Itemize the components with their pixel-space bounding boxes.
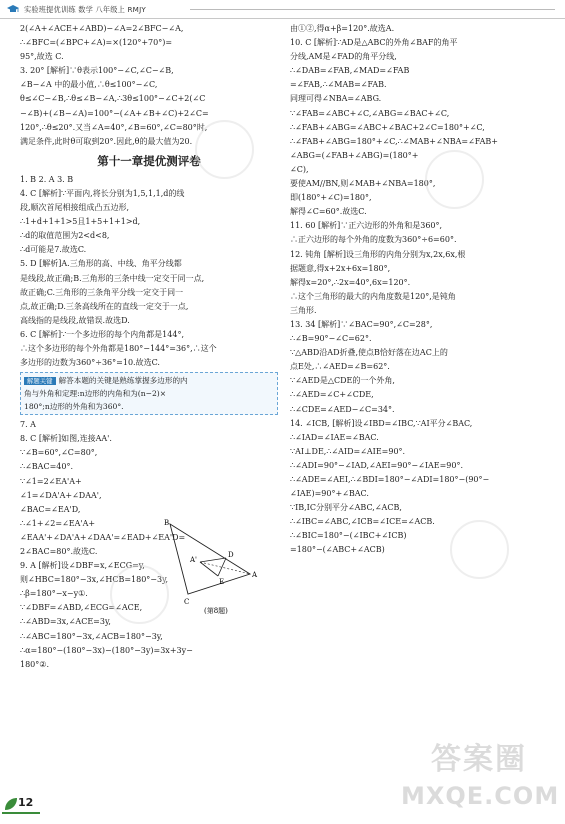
text-line: 11. 60 [解析]∵正六边形的外角和是360°,	[290, 221, 443, 231]
text-line: 6. C [解析]∵一个多边形的每个内角都是144°,	[20, 329, 184, 339]
text-line: ∴∠ABD=3x,∠ACE=3y,	[20, 617, 111, 627]
text-line: 2(∠A+∠ACE+∠ABD)−∠A=2∠BFC−∠A,	[20, 24, 184, 33]
text-line: ∴∠FAB+∠ABG=180°+∠C,∴∠MAB+∠NBA=∠FAB+	[290, 136, 498, 146]
label-a-prime: A'	[190, 556, 197, 564]
text-line: ∴α=180°−(180°−3x)−(180°−3y)=3x+3y−	[20, 645, 193, 655]
text-line: =180°−(∠ABC+∠ACB)	[290, 545, 385, 555]
section-title: 第十一章提优测评卷	[97, 153, 201, 168]
faded-stamp-decoration	[425, 150, 484, 209]
text-line: ∴∠ADE=∠AEI,∴∠BDI=180°−∠ADI=180°−(90°−	[290, 475, 490, 484]
fold-line-ad	[200, 558, 226, 562]
text-line: 1. B 2. A 3. B	[20, 174, 74, 184]
text-line: 12. 钝角 [解析]设三角形的内角分别为x,2x,6x,根	[290, 249, 466, 259]
tip-line: 角与外角和定理:n边形的内角和为(n−2)×	[24, 389, 167, 399]
graduation-cap-icon	[7, 3, 19, 15]
text-line: ∵∠DBF=∠ABD,∠ECG=∠ACE,	[20, 603, 143, 613]
text-line: 8. C [解析]如图,连接AA'.	[20, 434, 112, 444]
text-line: 多边形的边数为360°÷36°=10.故选C.	[20, 358, 160, 368]
text-line: ∴d的取值范围为2<d<8,	[20, 231, 110, 241]
text-line: 要使AM//BN,则∠MAB+∠NBA=180°,	[290, 179, 436, 189]
site-watermark	[395, 730, 560, 820]
header-title: 实验班提优训练 数学 八年级上 RMJY	[24, 5, 146, 14]
de-segment	[218, 558, 226, 576]
text-line: ∴∠FAB+∠ABG=∠ABC+∠BAC+2∠C=180°+∠C,	[290, 122, 485, 132]
text-line: ∴∠ADI=90°−∠IAD,∠AEI=90°−∠IAE=90°.	[290, 460, 464, 470]
text-line: 2∠BAC=80°.故选C.	[20, 547, 98, 556]
text-line: 分线,AM是∠FAD的角平分线,	[290, 52, 397, 62]
text-line: 段,顺次首尾相接组成凸五边形,	[20, 203, 130, 213]
text-line: ∴正六边形的每个外角的度数为360°÷6=60°.	[290, 235, 457, 245]
text-line: 9. A [解析]设∠DBF=x,∠ECG=y,	[20, 561, 145, 571]
label-d: D	[228, 551, 234, 559]
text-line: ∠1=∠DA'A+∠DAA',	[20, 490, 102, 500]
text-line: 10. C [解析]∵AD是△ABC的外角∠BAF的角平	[290, 38, 458, 48]
text-line: ∠C),	[290, 164, 309, 174]
text-line: ∠ABG=(∠FAB+∠ABG)=(180°+	[290, 150, 419, 160]
text-line: 由①②,得α+β=120°.故选A.	[290, 24, 395, 33]
text-line: ∠B−∠A 中的最小值,∴θ≤100°−∠C,	[20, 80, 158, 90]
faded-stamp-decoration	[195, 120, 254, 179]
text-line: 点E处,∴∠AED=∠B=62°.	[290, 362, 390, 372]
text-line: 5. D [解析]A.三角形的高、中线、角平分线都	[20, 259, 182, 269]
text-line: 3. 20° [解析]∵θ表示100°−∠C,∠C−∠B,	[20, 66, 174, 76]
text-line: ∴∠BFC=(∠BPC+∠A)=×(120°+70°)=	[20, 38, 173, 48]
text-line: 高线指的是线段,故错误.故选D.	[20, 315, 130, 325]
text-line: θ≤∠C−∠B,∴θ≤∠B−∠A,∴3θ≤100°−∠C+2(∠C	[20, 94, 206, 104]
text-line: ∵△ABD沿AD折叠,使点B恰好落在边AC上的	[290, 348, 448, 358]
faded-stamp-decoration	[110, 565, 169, 624]
text-line: 同理可得∠NBA=∠ABG.	[290, 94, 382, 104]
tip-text: 解答本题的关键是熟练掌握多边形的内	[58, 376, 188, 386]
page-number-underline	[2, 812, 40, 814]
text-line: ∵∠AED是△CDE的一个外角,	[290, 376, 395, 386]
label-e: E	[219, 578, 225, 586]
text-line: =∠FAB,∴∠MAB=∠FAB.	[290, 80, 387, 90]
text-line: ∴这个多边形的每个外角都是180°−144°=36°,∴这个	[20, 343, 217, 353]
watermark-site: MXQE.COM	[401, 782, 560, 810]
text-line: ∴∠DAB=∠FAB,∠MAD=∠FAB	[290, 66, 410, 76]
text-line: 故正确;C.三角形的三条角平分线一定交于同一	[20, 287, 184, 297]
text-line: 是线段,故正确;B.三角形的三条中线一定交于同一点,	[20, 273, 205, 283]
label-b: B	[164, 519, 170, 527]
text-line: ∠EAA'+∠DA'A+∠DAA'=∠EAD+∠EA'D=	[20, 532, 186, 542]
text-line: 13. 34 [解析]∵∠BAC=90°,∠C=28°,	[290, 319, 433, 329]
label-c: C	[184, 598, 190, 606]
text-line: ∴∠1+∠2=∠EA'A+	[20, 518, 96, 528]
text-line: ∵∠1=2∠EA'A+	[20, 476, 82, 486]
page-number-badge	[0, 794, 48, 814]
text-line: ∴∠CDE=∠AED−∠C=34°.	[290, 404, 395, 414]
text-line: ∴d可能是7.故选C.	[20, 245, 87, 255]
text-line: 解得x=20°,∴2x=40°,6x=120°.	[290, 277, 411, 287]
text-line: 180°②.	[20, 659, 49, 669]
label-a: A	[252, 571, 258, 579]
page-number: 12	[18, 796, 34, 809]
text-line: 三角形.	[290, 305, 317, 315]
text-line: 据题意,得x+2x+6x=180°,	[290, 263, 391, 273]
text-line: ∵AI⊥DE,∴∠AID=∠AIE=90°.	[290, 446, 406, 456]
triangle-outline	[170, 524, 250, 594]
text-line: ∵∠B=60°,∠C=80°,	[20, 448, 98, 458]
answers-block	[20, 173, 278, 370]
tip-label: 解题关键	[24, 377, 56, 385]
watermark-name: 答案圈	[431, 742, 527, 777]
text-line: 满足条件,此时θ可取到20°.因此,θ的最大值为20.	[20, 136, 193, 146]
text-line: 点,故正确;D.三条高线所在的直线一定交于一点,	[20, 301, 189, 311]
text-line: −∠B)+(∠B−∠A)=100°−(∠A+∠B+∠C)+2∠C=	[20, 108, 209, 118]
text-line: ∵∠FAB=∠ABC+∠C,∠ABG=∠BAC+∠C,	[290, 108, 450, 118]
text-line: 4. C [解析]∵平面内,将长分别为1,5,1,1,d的线	[20, 188, 185, 198]
text-line: ∠IAE)=90°+∠BAC.	[290, 489, 369, 499]
text-line: ∴∠AED=∠C+∠CDE,	[290, 390, 374, 400]
text-line: ∵IB,IC分别平分∠ABC,∠ACB,	[290, 503, 402, 513]
text-line: ∴∠IBC=∠ABC,∠ICB=∠ICE=∠ACB.	[290, 517, 435, 527]
figure-caption: (第8题)	[204, 607, 228, 615]
text-line: ∴β=180°−x−y①.	[20, 589, 88, 599]
text-line: ∴∠ABC=180°−3x,∠ACB=180°−3y,	[20, 631, 163, 641]
header-rule	[190, 9, 555, 10]
text-line: ∠BAC=∠EA'D,	[20, 504, 81, 514]
text-line: 即(180°+∠C)=180°,	[290, 193, 372, 203]
triangle-figure	[152, 516, 280, 616]
tip-line	[24, 374, 274, 387]
text-line: ∴∠B=90°−∠C=62°.	[290, 334, 372, 344]
right-column	[290, 22, 558, 558]
faded-stamp-decoration	[450, 520, 509, 579]
text-line: 则∠HBC=180°−3x,∠HCB=180°−3y,	[20, 575, 169, 585]
text-line: 7. A	[20, 420, 36, 430]
text-line: ∴∠BAC=40°.	[20, 462, 73, 472]
text-line: 120°,∴θ≤20°.又当∠A=40°,∠B=60°,∠C=80°时,	[20, 122, 208, 132]
text-line: 95°,故选 C.	[20, 52, 64, 62]
text-line: ∴1+d+1+1>5且1+5+1+1>d,	[20, 217, 141, 227]
tip-box	[20, 372, 278, 415]
page-header	[0, 0, 565, 19]
text-line: ∴∠BIC=180°−(∠IBC+∠ICB)	[290, 531, 407, 541]
leaf-icon	[3, 796, 19, 812]
text-line: ∴这个三角形的最大的内角度数是120°,是钝角	[290, 291, 456, 301]
text-line: 14. ∠ICB, [解析]设∠IBD=∠IBC,∵AI平分∠BAC,	[290, 418, 473, 428]
tip-line: 180°;n边形的外角和为360°.	[24, 402, 124, 412]
text-line: ∴∠IAD=∠IAE=∠BAC.	[290, 432, 379, 442]
text-line: 解得∠C=60°.故选C.	[290, 207, 367, 217]
